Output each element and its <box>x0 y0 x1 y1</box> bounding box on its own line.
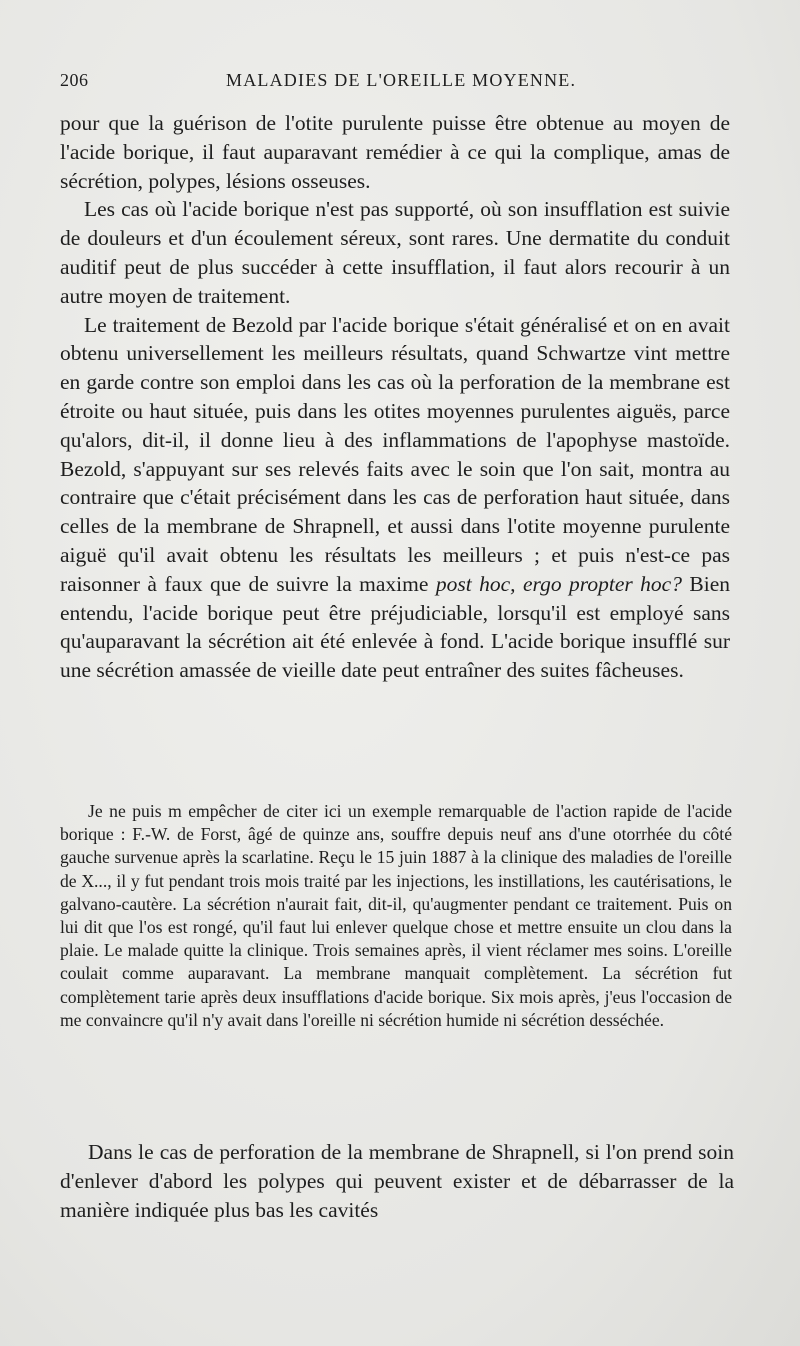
main-text <box>60 109 730 685</box>
page-header <box>60 70 740 94</box>
paragraph-intolerance: Les cas où l'acide borique n'est pas supporté, où son insufflation est suivie de douleurs et d'un écoulement séreux, sont rares. Une dermatite du conduit auditif peut de plus succéder à cette insufflation, il faut alors recourir à un autre moyen de traitement. <box>60 197 730 308</box>
latin-maxim: post hoc, ergo propter hoc? <box>435 571 682 596</box>
paragraph-bezold-start: Le traitement de Bezold par l'acide borique s'était généralisé et on en avait obtenu universellement les meilleurs résultats, quand Schwartze vint mettre en garde contre son emploi dans les cas où la perforation de la membrane est étroite ou haut située, puis dans les otites moyennes purulentes aiguës, parce qu'alors, dit-il, il donne lieu à des inflammations de l'apophyse mastoïde. Bezold, s'appuyant sur ses relevés faits avec le soin que l'on sait, montra au contraire que c'était précisément dans les cas de perforation haut située, dans celles de la membrane de Shrapnell, et aussi dans l'otite moyenne purulente aiguë qu'il avait obtenu les résultats les meilleurs ; et puis n'est-ce pas raisonner à faux que de suivre la maxime <box>60 312 730 596</box>
shrapnell-paragraph <box>60 1138 734 1225</box>
paragraph-bezold-end: Bien entendu, l'acide borique peut être préjudiciable, lorsqu'il est employé sans qu'auparavant la sécrétion ait été enlevée à fond. L'acide borique insufflé sur une sécrétion amassée de vieille date peut entraîner des suites fâcheuses. <box>60 571 731 683</box>
case-note-text: Je ne puis m empêcher de citer ici un exemple remarquable de l'action rapide de l'acide borique : F.-W. de Forst, âgé de quinze ans, souffre depuis neuf ans d'une otorrhée du côté gauche survenue après la scarlatine. Reçu le 15 juin 1887 à la clinique des maladies de l'oreille de X..., il y fut pendant trois mois traité par les injections, les instillations, les cautérisations, le galvano-cautère. La sécrétion n'aurait fait, dit-il, qu'augmenter pendant ce traitement. Puis on lui dit que l'os est rongé, qu'il faut lui enlever quelque chose et mettre ensuite un clou dans la plaie. Le malade quitte la clinique. Trois semaines après, il vient réclamer mes soins. L'oreille coulait comme auparavant. La membrane manquait complètement. La sécrétion fut complètement tarie après deux insufflations d'acide borique. Six mois après, j'eus l'occasion de me convaincre qu'il n'y avait dans l'oreille ni sécrétion humide ni sécrétion desséchée. <box>60 801 732 1030</box>
shrapnell-paragraph-text: Dans le cas de perforation de la membrane de Shrapnell, si l'on prend soin d'enlever d'abord les polypes qui peuvent exister et de débarrasser de la manière indiquée plus bas les cavités <box>60 1140 734 1222</box>
page-number: 206 <box>60 70 89 90</box>
case-note <box>60 800 732 1032</box>
running-title: MALADIES DE L'OREILLE MOYENNE. <box>226 70 577 90</box>
paragraph-continuation: pour que la guérison de l'otite purulente puisse être obtenue au moyen de l'acide borique, il faut auparavant remédier à ce qui la complique, amas de sécrétion, polypes, lésions osseuses. <box>60 111 730 193</box>
paragraph-bezold <box>60 311 730 685</box>
